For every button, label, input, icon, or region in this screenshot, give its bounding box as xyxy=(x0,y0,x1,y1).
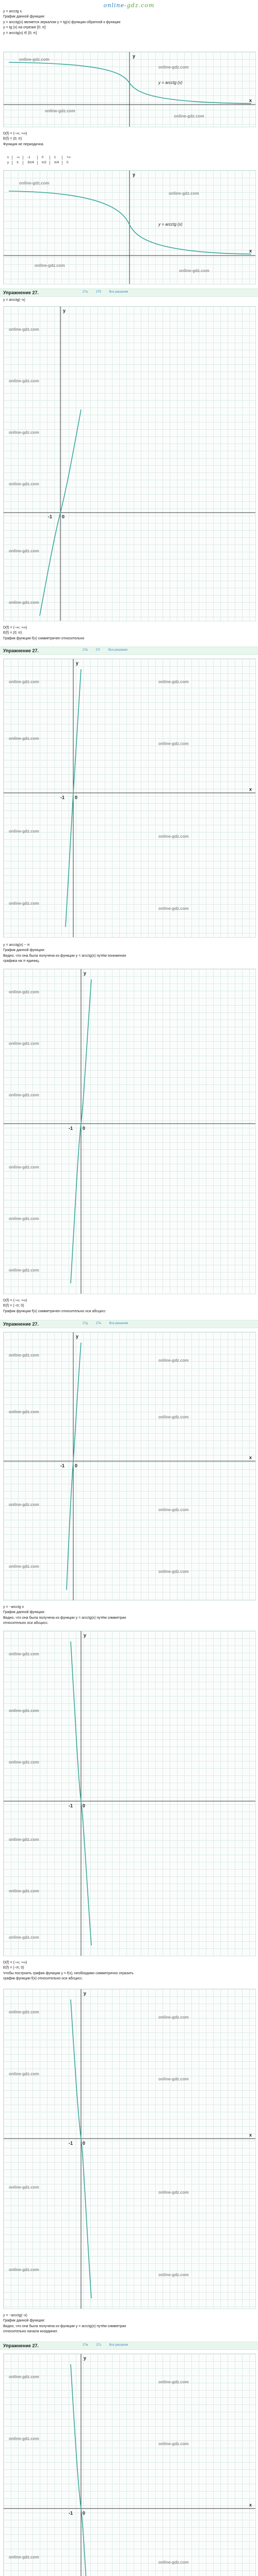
text-block-2 xyxy=(3,131,250,147)
nav-link-all[interactable]: Все решения xyxy=(109,291,128,294)
text-block-5 xyxy=(3,625,250,641)
text-block-10 xyxy=(3,2313,250,2335)
cell: x xyxy=(4,156,12,160)
line: y = arcctg(x) ∈ [0; π] xyxy=(3,31,37,35)
watermark: online-gdz.com xyxy=(158,1569,189,1574)
text-block-8 xyxy=(3,1605,250,1626)
watermark: online-gdz.com xyxy=(158,1507,189,1512)
watermark: online-gdz.com xyxy=(9,2555,39,2560)
minus-one-label: -1 xyxy=(69,2141,73,2146)
origin-label: 0 xyxy=(83,2141,86,2146)
watermark: online-gdz.com xyxy=(9,327,39,332)
line: график функции f(x) относительно оси абсцисс. xyxy=(3,1977,83,1981)
site-logo-part2: gdz.com xyxy=(126,2,155,9)
line: Видно, что она была получена из функции y = arcctg(x) путём симметрии xyxy=(3,2324,126,2328)
axis-x-label: x xyxy=(249,787,252,792)
watermark: online-gdz.com xyxy=(158,65,189,70)
exercise-nav xyxy=(83,2343,135,2347)
watermark: online-gdz.com xyxy=(9,1353,39,1358)
site-logo-part1: online- xyxy=(103,2,127,9)
watermark: online-gdz.com xyxy=(9,829,39,834)
watermark: online-gdz.com xyxy=(9,1502,39,1507)
watermark: online-gdz.com xyxy=(9,1889,39,1893)
watermark: online-gdz.com xyxy=(158,906,189,911)
watermark: online-gdz.com xyxy=(9,379,39,383)
watermark: online-gdz.com xyxy=(9,2185,39,2190)
cell: -∞ xyxy=(13,156,23,160)
axis-x-label: x xyxy=(249,98,252,103)
graph-1 xyxy=(3,52,256,127)
cell: y xyxy=(4,161,12,165)
exercise-header-4 xyxy=(0,2342,258,2350)
line: y = arcctg(x) является зеркалом y = tg(x) функции обратной к функции xyxy=(3,20,121,24)
watermark: online-gdz.com xyxy=(19,57,50,62)
cell: π/2 xyxy=(39,161,50,165)
watermark: online-gdz.com xyxy=(158,2442,189,2446)
graph-5 xyxy=(3,969,256,1294)
line: y = arcctg(x) − π xyxy=(3,943,30,947)
watermark: online-gdz.com xyxy=(9,990,39,994)
watermark: online-gdz.com xyxy=(9,1652,39,1656)
cell: 0 xyxy=(39,156,50,160)
cell: 0 xyxy=(67,161,69,165)
graph-7-svg xyxy=(4,1631,255,1956)
watermark: online-gdz.com xyxy=(9,901,39,906)
watermark: online-gdz.com xyxy=(174,114,204,118)
nav-link[interactable]: 27д xyxy=(83,1322,88,1325)
watermark: online-gdz.com xyxy=(35,263,65,268)
watermark: online-gdz.com xyxy=(9,2375,39,2379)
line: E(f) = (−π; 0) xyxy=(3,1304,24,1308)
graph-6 xyxy=(3,1332,256,1601)
watermark: online-gdz.com xyxy=(158,2190,189,2195)
axis-y-label: y xyxy=(133,54,136,59)
line: D(f) = (−∞; +∞) xyxy=(3,1299,27,1302)
line: D(f) = (−∞; +∞) xyxy=(3,132,27,135)
cell: -1 xyxy=(24,156,37,160)
graph-7 xyxy=(3,1631,256,1956)
watermark: online-gdz.com xyxy=(9,1708,39,1713)
line: Функция не периодична xyxy=(3,142,43,146)
cell: π/4 xyxy=(51,161,62,165)
watermark: online-gdz.com xyxy=(9,736,39,741)
graph-4-svg xyxy=(4,659,255,937)
watermark: online-gdz.com xyxy=(9,1935,39,1940)
line: y = −arcctg(−x) xyxy=(3,2314,27,2317)
nav-link[interactable]: 27в xyxy=(83,649,88,652)
line: y = −arcctg x xyxy=(3,1605,24,1609)
watermark: online-gdz.com xyxy=(158,2273,189,2277)
line: y = tg (x) на отрезке [0; π] xyxy=(3,26,46,30)
value-table xyxy=(3,155,75,166)
axis-x-label: x xyxy=(249,2132,252,2138)
watermark: online-gdz.com xyxy=(158,2560,189,2565)
nav-link[interactable]: 27ж xyxy=(83,2344,88,2347)
nav-link[interactable]: 27г xyxy=(95,649,101,652)
watermark: online-gdz.com xyxy=(9,2267,39,2272)
line: относительно начала координат. xyxy=(3,2330,58,2334)
graph-2 xyxy=(3,170,256,284)
axis-x-label: x xyxy=(249,2502,252,2507)
exercise-title: Упражнение 27. xyxy=(3,2343,39,2348)
minus-one-label: -1 xyxy=(60,795,65,800)
line: y = arcctg x. xyxy=(3,10,23,13)
watermark: online-gdz.com xyxy=(9,1837,39,1842)
exercise-nav xyxy=(83,648,135,652)
text-block-6 xyxy=(3,943,250,964)
axis-y-label: y xyxy=(133,172,136,177)
line: E(f) = (−π; 0) xyxy=(3,1966,24,1970)
origin-label: 0 xyxy=(62,514,65,519)
nav-link[interactable]: 27б xyxy=(95,291,101,294)
line: График функции f(x) симметричен относительно оси абсцисс xyxy=(3,1309,106,1313)
minus-one-label: -1 xyxy=(48,514,53,519)
graph-9-svg xyxy=(4,2354,255,2576)
watermark: online-gdz.com xyxy=(19,181,50,185)
line: относительно оси абсцисс. xyxy=(3,1621,49,1625)
axis-y-label: y xyxy=(84,1633,87,1638)
graph-5-svg xyxy=(4,969,255,1294)
watermark: online-gdz.com xyxy=(9,1268,39,1273)
watermark: online-gdz.com xyxy=(9,680,39,684)
nav-link[interactable]: 27а xyxy=(83,291,88,294)
nav-link[interactable]: 27з xyxy=(96,2344,101,2347)
text-block-7 xyxy=(3,1298,250,1314)
nav-link-all[interactable]: Все решения xyxy=(109,1322,128,1325)
watermark: online-gdz.com xyxy=(9,482,39,486)
exercise-header-1 xyxy=(0,289,258,297)
cell: +∞ xyxy=(67,156,71,159)
watermark: online-gdz.com xyxy=(158,2380,189,2384)
line: D(f) = (−∞; +∞) xyxy=(3,626,27,630)
exercise-header-3 xyxy=(0,1320,258,1328)
line: E(f) = (0; π) xyxy=(3,631,22,635)
line: Видно, что она была получена из функции y = arcctg(x) путём понижения xyxy=(3,954,126,958)
watermark: online-gdz.com xyxy=(9,1564,39,1569)
graph-8 xyxy=(3,1989,256,2309)
origin-label: 0 xyxy=(83,1126,86,1131)
watermark: online-gdz.com xyxy=(158,2015,189,2020)
minus-one-label: -1 xyxy=(69,2511,73,2516)
watermark: online-gdz.com xyxy=(9,1041,39,1046)
graph-8-svg xyxy=(4,1989,255,2309)
text-block-3 xyxy=(3,298,250,303)
exercise-title: Упражнение 27. xyxy=(3,648,39,653)
line: E(f) = (0; π) xyxy=(3,137,22,141)
watermark: online-gdz.com xyxy=(158,680,189,684)
line: графика на π единиц. xyxy=(3,959,40,963)
nav-link[interactable]: 27е xyxy=(95,1322,101,1325)
watermark: online-gdz.com xyxy=(158,1415,189,1419)
curve-label: y = arcctg (x) xyxy=(158,80,183,85)
axis-y-label: y xyxy=(84,2355,87,2361)
cell: 3π/4 xyxy=(24,161,37,165)
watermark: online-gdz.com xyxy=(9,2072,39,2076)
graph-9 xyxy=(3,2353,256,2576)
axis-y-label: y xyxy=(63,308,66,313)
axis-y-label: y xyxy=(84,971,87,976)
axis-x-label: x xyxy=(249,248,252,253)
exercise-title: Упражнение 27. xyxy=(3,290,39,295)
graph-6-svg xyxy=(4,1332,255,1600)
watermark: online-gdz.com xyxy=(45,109,75,113)
origin-label: 0 xyxy=(83,2511,86,2516)
graph-3-svg xyxy=(4,307,255,621)
origin-label: 0 xyxy=(83,1803,86,1808)
watermark: online-gdz.com xyxy=(9,2436,39,2441)
watermark: online-gdz.com xyxy=(158,2077,189,2081)
watermark: online-gdz.com xyxy=(9,430,39,435)
line: График данной функции: xyxy=(3,1611,45,1615)
watermark: online-gdz.com xyxy=(9,600,39,605)
exercise-header-2 xyxy=(0,647,258,655)
cell: 1 xyxy=(51,156,62,160)
cell: π xyxy=(13,161,23,165)
watermark: online-gdz.com xyxy=(9,1410,39,1414)
line: D(f) = (−∞; +∞) xyxy=(3,1961,27,1964)
line: График данной функции: xyxy=(3,15,45,19)
text-block-1 xyxy=(3,9,250,36)
watermark: online-gdz.com xyxy=(9,2010,39,2014)
graph-1-svg xyxy=(4,52,255,127)
watermark: online-gdz.com xyxy=(9,1093,39,1097)
watermark: online-gdz.com xyxy=(179,268,209,273)
nav-link-all[interactable]: Все решения xyxy=(109,2344,128,2347)
graph-3 xyxy=(3,306,256,621)
watermark: online-gdz.com xyxy=(9,1165,39,1170)
origin-label: 0 xyxy=(75,795,78,800)
axis-y-label: y xyxy=(76,660,79,666)
curve-label: y = arcctg (x) xyxy=(158,222,183,227)
watermark: online-gdz.com xyxy=(169,191,199,196)
watermark: online-gdz.com xyxy=(158,1358,189,1363)
minus-one-label: -1 xyxy=(60,1463,65,1468)
watermark: online-gdz.com xyxy=(9,549,39,553)
watermark: online-gdz.com xyxy=(158,741,189,746)
line: График данной функции: xyxy=(3,948,45,953)
line: y = arcctg(−x) xyxy=(3,298,25,302)
axis-x-label: x xyxy=(249,1455,252,1460)
text-block-9 xyxy=(3,1960,250,1982)
line: График функции f(x) симметричен относительно xyxy=(3,636,85,640)
exercise-nav xyxy=(83,1321,135,1326)
line: Видно, что она была получена из функции y = arcctg(x) путём симметрии xyxy=(3,1616,126,1620)
exercise-nav xyxy=(83,290,135,294)
graph-4 xyxy=(3,658,256,938)
watermark: online-gdz.com xyxy=(9,1760,39,1765)
watermark: online-gdz.com xyxy=(9,1216,39,1221)
nav-link-all[interactable]: Все решения xyxy=(108,649,127,652)
minus-one-label: -1 xyxy=(69,1126,73,1131)
axis-y-label: y xyxy=(84,1991,87,1996)
minus-one-label: -1 xyxy=(69,1803,73,1808)
line: Чтобы построить график функции y = f(x), необходимо симметрично отразить xyxy=(3,1971,134,1975)
origin-label: 0 xyxy=(75,1463,78,1468)
line: График данной функции: xyxy=(3,2319,45,2323)
watermark: online-gdz.com xyxy=(158,834,189,839)
site-logo[interactable] xyxy=(0,2,258,10)
axis-y-label: y xyxy=(76,1334,79,1339)
exercise-title: Упражнение 27. xyxy=(3,1321,39,1327)
